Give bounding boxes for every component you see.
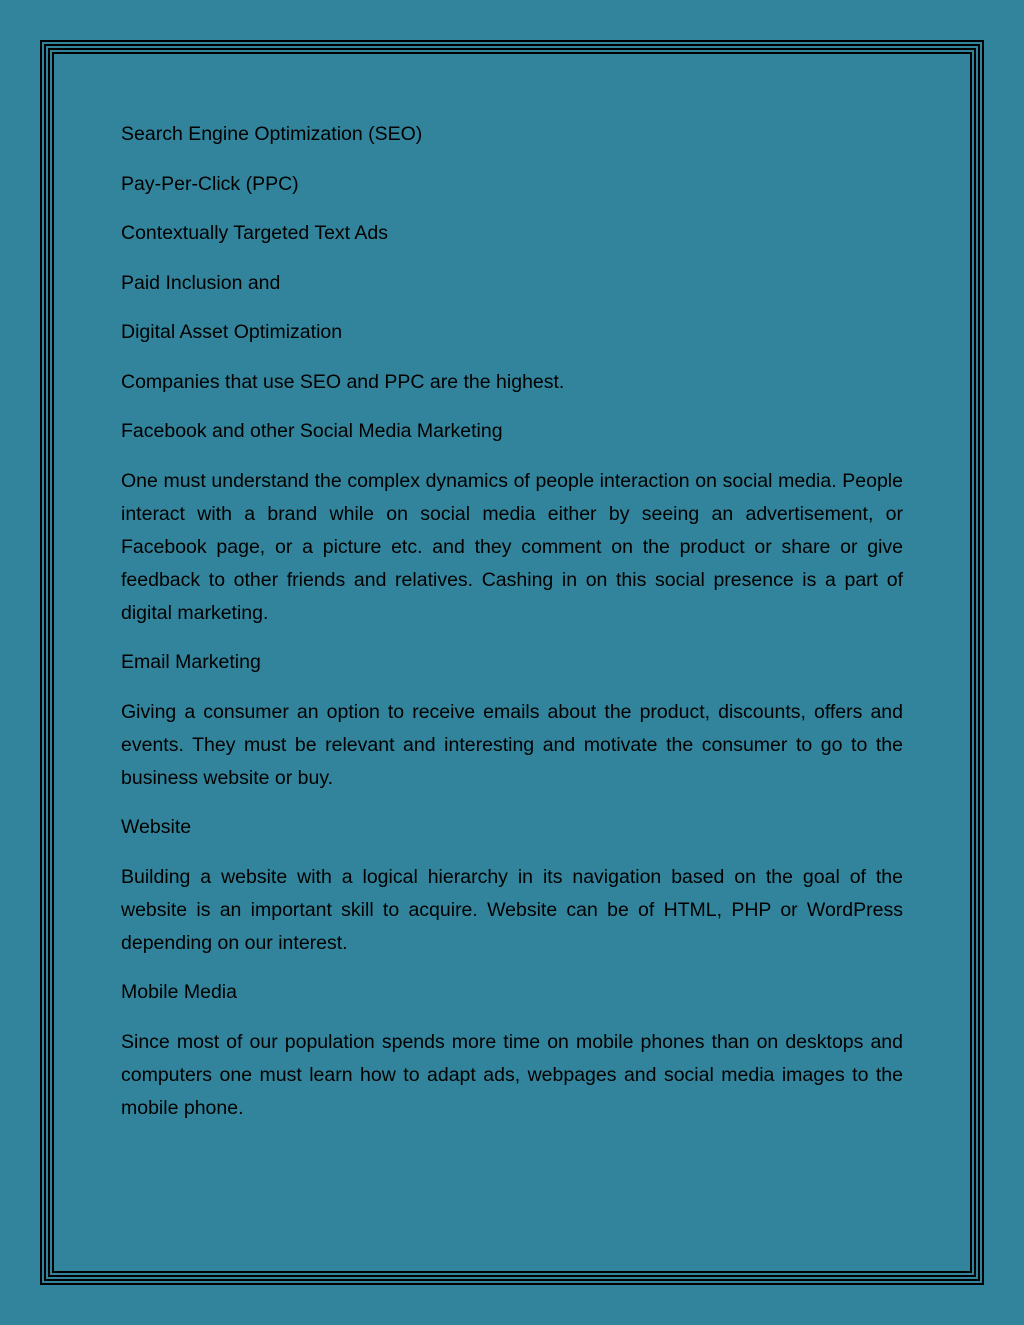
list-item-ppc: Pay-Per-Click (PPC) <box>121 172 299 195</box>
website-heading: Website <box>121 816 192 838</box>
companies-note: Companies that use SEO and PPC are the highest. <box>121 370 565 393</box>
website-paragraph: Building a website with a logical hierarchy in its navigation based on the goal of the website is an important skill to acquire. Website can be of HTML, PHP or WordPress depending on our interest. <box>121 865 903 954</box>
list-item-text-ads: Contextually Targeted Text Ads <box>121 222 389 244</box>
list-item-digital-asset: Digital Asset Optimization <box>121 321 343 343</box>
list-item-seo: Search Engine Optimization (SEO) <box>121 123 423 145</box>
social-media-heading: Facebook and other Social Media Marketing <box>121 420 503 442</box>
email-paragraph: Giving a consumer an option to receive emails about the product, discounts, offers and events. They must be relevant and interesting and motivate the consumer to go to the business website or buy. <box>121 700 903 789</box>
document-body <box>121 118 903 1141</box>
mobile-paragraph: Since most of our population spends more time on mobile phones than on desktops and computers one must learn how to adapt ads, webpages and social media images to the mobile phone. <box>121 1030 903 1119</box>
list-item-paid-inclusion: Paid Inclusion and <box>121 271 281 294</box>
social-media-paragraph: One must understand the complex dynamics of people interaction on social media. People interact with a brand while on social media either by seeing an advertisement, or Facebook page, or a picture etc. and they comment on the product or share or give feedback to other friends and relatives. Cashing in on this social presence is a part of digital marketing. <box>121 469 903 624</box>
mobile-heading: Mobile Media <box>121 981 237 1003</box>
email-heading: Email Marketing <box>121 651 261 673</box>
